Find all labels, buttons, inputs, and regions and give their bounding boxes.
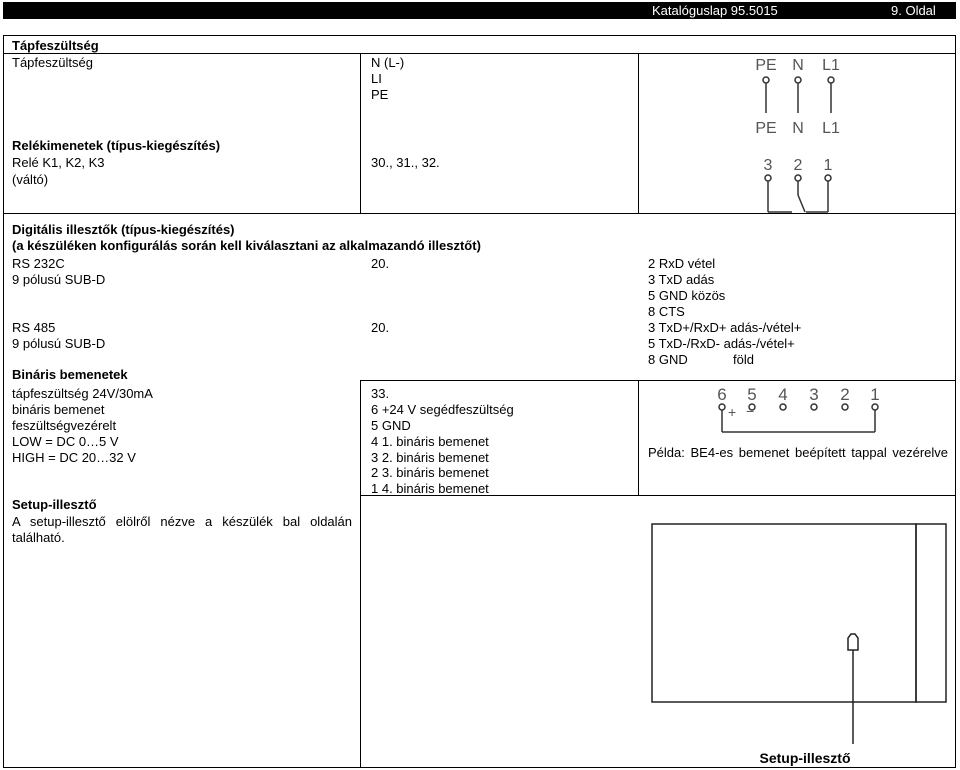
- plus-sign: +: [728, 404, 737, 420]
- setup-diagram: [652, 524, 946, 766]
- rs232-terminal: 20.: [371, 256, 390, 271]
- rs485-terminal: 20.: [371, 320, 390, 335]
- power-label-top: N: [792, 57, 804, 74]
- device-front-panel: [916, 524, 946, 702]
- power-label-top: L1: [822, 57, 840, 74]
- rs485-name: RS 485: [12, 320, 56, 335]
- terminal-circle: [825, 175, 831, 181]
- rs232-pin: 2 RxD vétel: [648, 256, 716, 271]
- terminal-circle: [765, 175, 771, 181]
- relay-number: 2: [793, 157, 803, 174]
- setup-text: A setup-illesztő elölről nézve a készülék bal oldalán: [12, 514, 352, 529]
- binary-diagram-number: 5: [747, 385, 757, 404]
- terminal-circle: [811, 404, 817, 410]
- binary-pin: 2 3. bináris bemenet: [371, 465, 489, 480]
- relay-title: Relékimenetek (típus-kiegészítés): [12, 138, 221, 153]
- binary-line: feszültségvezérelt: [12, 418, 117, 433]
- page-number: 9. Oldal: [891, 3, 936, 18]
- device-outline: [652, 524, 916, 702]
- setup-text: található.: [12, 530, 65, 545]
- terminal-circle: [828, 77, 834, 83]
- relay-label: (váltó): [12, 172, 49, 187]
- binary-pin: 6 +24 V segédfeszültség: [371, 402, 514, 417]
- binary-terminal: 33.: [371, 386, 390, 401]
- digital-title: Digitális illesztők (típus-kiegészítés): [12, 222, 235, 237]
- binary-line: bináris bemenet: [12, 402, 105, 417]
- binary-line: HIGH = DC 20…32 V: [12, 450, 136, 465]
- rs485-pin: 3 TxD+/RxD+ adás-/vétel+: [648, 320, 802, 335]
- binary-pin: 1 4. bináris bemenet: [371, 481, 489, 496]
- binary-diagram-number: 2: [840, 385, 850, 404]
- relay-terminals: 30., 31., 32.: [371, 155, 440, 170]
- rs232-pin: 5 GND közös: [648, 288, 726, 303]
- power-title: Tápfeszültség: [12, 38, 99, 53]
- setup-connector-icon: [848, 634, 858, 650]
- binary-example-text: Példa: BE4-es bemenet beépített tappal vezérelve: [648, 445, 948, 460]
- relay-number: 1: [823, 157, 833, 174]
- terminal-circle: [780, 404, 786, 410]
- power-label: Tápfeszültség: [12, 55, 93, 70]
- minus-sign: −: [746, 403, 755, 419]
- relay-switch: [798, 195, 805, 212]
- terminal-circle: [719, 404, 725, 410]
- power-label-top: PE: [755, 57, 777, 74]
- terminal-circle: [763, 77, 769, 83]
- rs485-pin: 8 GND: [648, 352, 688, 367]
- power-label-bottom: N: [792, 120, 804, 137]
- rs485-connector: 9 pólusú SUB-D: [12, 336, 106, 351]
- rs232-pin: 8 CTS: [648, 304, 685, 319]
- power-label-bottom: L1: [822, 120, 840, 137]
- binary-diagram-number: 4: [778, 385, 788, 404]
- digital-note: (a készüléken konfigurálás során kell kiválasztani az alkalmazandó illesztőt): [12, 238, 481, 253]
- binary-line: LOW = DC 0…5 V: [12, 434, 119, 449]
- rs485-pin: 5 TxD-/RxD- adás-/vétel+: [648, 336, 795, 351]
- binary-diagram-number: 6: [717, 385, 727, 404]
- power-terminal: N (L-): [371, 55, 405, 70]
- binary-line: tápfeszültség 24V/30mA: [12, 386, 153, 401]
- binary-pin: 5 GND: [371, 418, 411, 433]
- setup-title: Setup-illesztő: [12, 497, 97, 512]
- setup-diagram-label: Setup-illesztő: [759, 750, 851, 766]
- rs232-name: RS 232C: [12, 256, 65, 271]
- rs485-pin-suffix: föld: [733, 352, 754, 367]
- terminal-circle: [842, 404, 848, 410]
- binary-pin: 3 2. bináris bemenet: [371, 450, 489, 465]
- relay-label: Relé K1, K2, K3: [12, 155, 105, 170]
- relay-number: 3: [763, 157, 773, 174]
- relay-diagram: [764, 157, 833, 212]
- binary-diagram: [717, 385, 879, 432]
- power-terminal: LI: [371, 71, 382, 86]
- power-label-bottom: PE: [755, 120, 777, 137]
- catalog-number: Katalóguslap 95.5015: [652, 3, 778, 18]
- binary-pin: 4 1. bináris bemenet: [371, 434, 489, 449]
- binary-diagram-number: 3: [809, 385, 819, 404]
- power-diagram: [755, 57, 840, 137]
- terminal-circle: [795, 175, 801, 181]
- terminal-circle: [872, 404, 878, 410]
- binary-title: Bináris bemenetek: [12, 367, 128, 382]
- rs232-connector: 9 pólusú SUB-D: [12, 272, 106, 287]
- terminal-circle: [795, 77, 801, 83]
- power-terminal: PE: [371, 87, 389, 102]
- rs232-pin: 3 TxD adás: [648, 272, 715, 287]
- binary-diagram-number: 1: [870, 385, 880, 404]
